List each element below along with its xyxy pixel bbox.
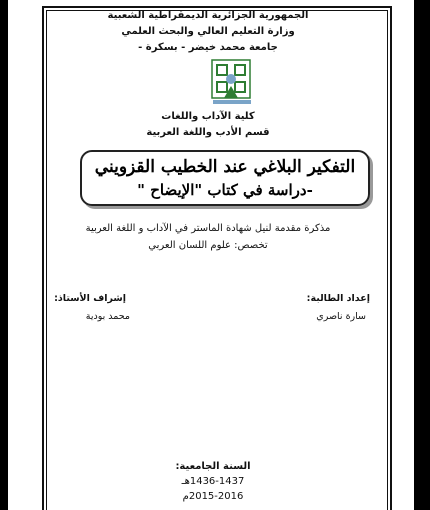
- thesis-title: التفكير البلاغي عند الخطيب القزويني: [94, 157, 356, 177]
- cover-page: [8, 0, 414, 510]
- republic-heading: الجمهورية الجزائرية الديمقراطية الشعبية: [107, 10, 309, 21]
- student-label: إعداد الطالبة:: [306, 293, 370, 304]
- faculty-name: كلية الآداب واللغات: [161, 111, 255, 122]
- student-name: سارة ناصري: [316, 311, 366, 322]
- university-logo: [209, 58, 253, 100]
- thesis-subtitle: -دراسة في كتاب "الإيضاح ": [137, 181, 313, 199]
- specialization: تخصص: علوم اللسان العربي: [148, 240, 268, 251]
- academic-year-gregorian: 2015-2016م: [182, 491, 244, 502]
- academic-year-label: السنة الجامعية:: [175, 461, 251, 472]
- title-box: [80, 150, 370, 206]
- ministry-heading: وزارة التعليم العالي والبحث العلمي: [121, 26, 295, 37]
- supervisor-name: محمد بودية: [85, 311, 130, 322]
- supervisor-label: إشراف الأستاذ:: [54, 293, 126, 304]
- academic-year-hijri: 1436-1437هـ: [181, 476, 245, 487]
- thesis-description: مذكرة مقدمة لنيل شهادة الماستر في الآداب و اللغة العربية: [85, 223, 331, 234]
- department-name: قسم الأدب واللغة العربية: [146, 127, 270, 138]
- university-heading: جامعة محمد خيضر - بسكرة -: [138, 42, 278, 53]
- logo-caption-bar: [213, 100, 251, 104]
